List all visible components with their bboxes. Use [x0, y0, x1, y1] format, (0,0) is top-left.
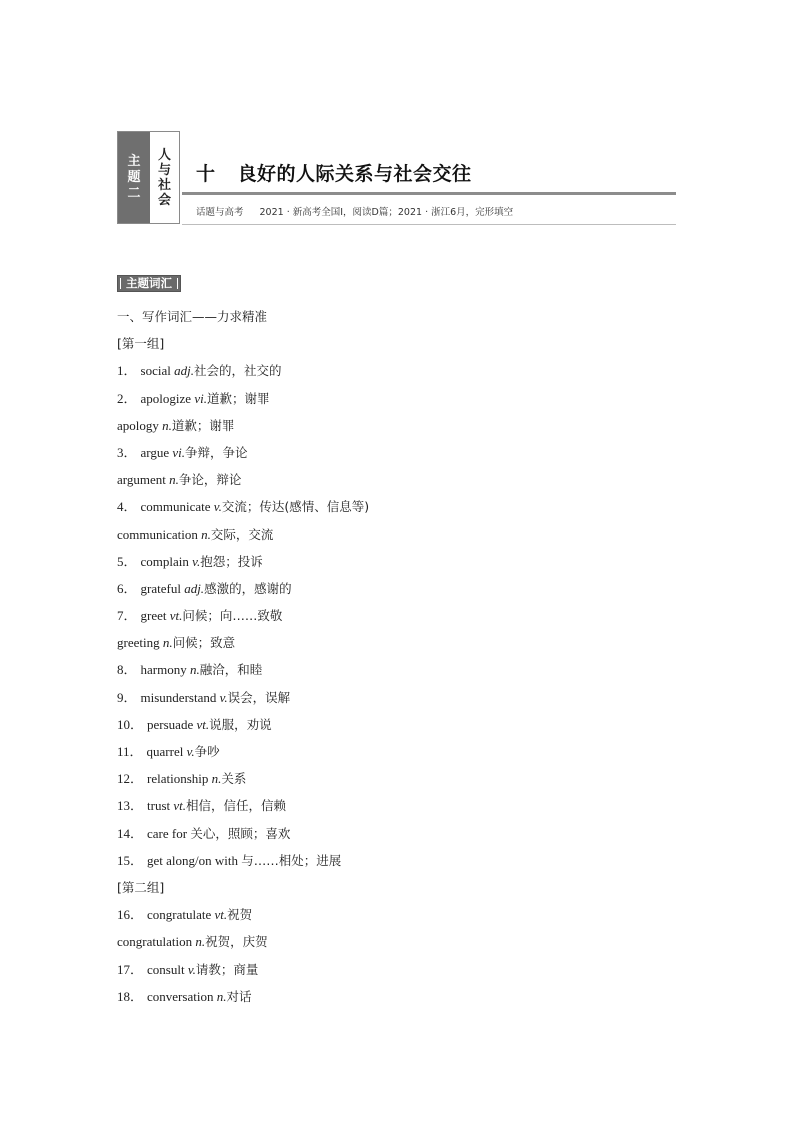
vocab-word: conversation	[147, 988, 217, 1004]
group-heading: [第二组]	[117, 879, 165, 895]
list-item	[117, 439, 677, 466]
list-item	[117, 901, 677, 928]
vocab-word: harmony	[140, 662, 190, 678]
part-of-speech: v.	[186, 744, 195, 759]
exam-info	[196, 204, 513, 218]
title-divider	[182, 192, 676, 195]
part-of-speech: vi.	[172, 444, 186, 460]
item-number: 1．	[117, 363, 137, 379]
list-item	[117, 521, 677, 548]
vocab-word: persuade	[147, 716, 197, 732]
part-of-speech: v.	[213, 499, 222, 515]
vocab-meaning: 社会的，社交的	[193, 363, 282, 379]
list-item	[117, 956, 677, 983]
vocab-meaning: 祝贺，庆贺	[205, 934, 268, 950]
part-of-speech: vt.	[196, 716, 210, 732]
part-of-speech: adj.	[174, 363, 194, 379]
part-of-speech: v.	[219, 689, 228, 705]
vocab-word: consult	[147, 961, 188, 977]
item-number: 2．	[117, 390, 137, 406]
item-number: 4．	[117, 499, 137, 515]
item-number: 14．	[117, 825, 144, 841]
chapter-number: 十	[196, 163, 216, 185]
part-of-speech: v.	[192, 553, 201, 569]
item-number: 6．	[117, 580, 137, 596]
part-of-speech: vi.	[194, 390, 207, 406]
list-item	[117, 738, 677, 765]
vocab-meaning: 对话	[226, 988, 252, 1004]
list-item	[117, 602, 677, 629]
item-number: 7．	[117, 608, 137, 624]
vocab-meaning: 误会，误解	[227, 689, 291, 705]
vocab-word: communication	[117, 526, 202, 542]
item-number: 5．	[117, 553, 137, 569]
list-item	[117, 684, 677, 711]
vocab-meaning: 争辩，争论	[185, 444, 248, 460]
list-item	[117, 928, 677, 955]
vocab-meaning: 争吵	[194, 744, 220, 759]
vocab-list	[117, 303, 677, 1010]
list-item	[117, 357, 677, 384]
vocab-word: greet	[140, 608, 170, 624]
vocab-word: apology	[117, 417, 163, 433]
header-divider	[182, 224, 676, 225]
list-item	[117, 847, 677, 874]
theme-tag-number: 主 题 二	[118, 132, 150, 223]
chapter-title-text: 良好的人际关系与社会交往	[237, 163, 472, 185]
list-item	[117, 820, 677, 847]
vocab-meaning: 与……相处；进展	[241, 852, 342, 868]
vocab-word: grateful	[140, 580, 185, 596]
item-number: 11．	[117, 744, 143, 759]
vocab-word: quarrel	[146, 744, 187, 759]
item-number: 9．	[117, 689, 137, 705]
part-of-speech: n.	[162, 417, 172, 433]
vocab-meaning: 问候；向……致敬	[182, 608, 283, 624]
part-of-speech: n.	[162, 635, 173, 651]
vocab-meaning: 关心，照顾；喜欢	[190, 825, 291, 841]
vocab-word: argument	[117, 472, 170, 488]
list-item	[117, 711, 677, 738]
group-heading: [第一组]	[117, 336, 165, 352]
list-item	[117, 466, 677, 493]
list-item	[117, 983, 677, 1010]
vocab-word: argue	[140, 444, 173, 460]
vocab-meaning: 说服，劝说	[209, 716, 272, 732]
part-of-speech: n.	[189, 662, 200, 678]
item-number: 16．	[117, 907, 144, 923]
vocab-meaning: 感激的，感谢的	[204, 580, 292, 596]
vocab-meaning: 交流；传达(感情、信息等)	[221, 499, 370, 515]
vocab-meaning: 抱怨；投诉	[200, 553, 263, 569]
part-of-speech: n.	[195, 934, 206, 950]
vocab-meaning: 相信，信任，信赖	[186, 798, 287, 814]
vocab-word: care for	[147, 825, 191, 841]
vocab-meaning: 道歉；谢罪	[206, 390, 270, 406]
item-number: 3．	[117, 444, 137, 460]
list-item	[117, 629, 677, 656]
vocab-meaning: 道歉；谢罪	[171, 417, 235, 433]
exam-label: 话题与高考	[196, 207, 244, 218]
vocab-word: congratulation	[117, 934, 196, 950]
list-item	[117, 385, 677, 412]
theme-tag-name: 人 与 社 会	[150, 132, 179, 223]
list-item	[117, 548, 677, 575]
list-item	[117, 656, 677, 683]
vocab-meaning: 问候；致意	[172, 635, 236, 651]
part-of-speech: n.	[201, 526, 211, 542]
part-of-speech: n.	[216, 988, 227, 1004]
part-of-speech: vt.	[169, 608, 183, 624]
part-of-speech: n.	[211, 771, 222, 787]
part-of-speech: n.	[169, 472, 179, 488]
page-title	[196, 159, 472, 186]
vocab-word: misunderstand	[140, 689, 220, 705]
part-of-speech: adj.	[184, 580, 205, 596]
section-heading: 一、写作词汇——力求精准	[117, 309, 268, 324]
exam-detail: 2021 · 新高考全国Ⅰ，阅读D篇；2021 · 浙江6月，完形填空	[259, 207, 514, 218]
part-of-speech: vt.	[173, 798, 187, 814]
theme-tag	[117, 131, 180, 224]
vocab-meaning: 融洽，和睦	[199, 662, 263, 678]
vocab-lines	[117, 330, 677, 1010]
vocab-meaning: 关系	[221, 771, 247, 787]
vocab-word: relationship	[147, 771, 212, 787]
vocab-word: apologize	[140, 390, 195, 406]
item-number: 13．	[117, 798, 144, 814]
vocab-word: social	[140, 363, 175, 379]
list-item	[117, 792, 677, 819]
item-number: 17．	[117, 961, 144, 977]
vocab-word: congratulate	[147, 907, 215, 923]
vocab-meaning: 争论，辩论	[178, 472, 242, 488]
item-number: 15．	[117, 852, 144, 868]
vocab-meaning: 请教；商量	[195, 961, 259, 977]
part-of-speech: v.	[187, 961, 196, 977]
part-of-speech: vt.	[214, 907, 228, 923]
list-item	[117, 412, 677, 439]
vocab-word: complain	[140, 553, 193, 569]
vocab-word: greeting	[117, 635, 163, 651]
item-number: 10．	[117, 716, 144, 732]
list-item	[117, 765, 677, 792]
vocab-meaning: 祝贺	[227, 907, 253, 923]
item-number: 8．	[117, 662, 137, 678]
vocab-word: get along/on with	[147, 852, 242, 868]
section-badge: 主题词汇	[117, 275, 181, 292]
list-item	[117, 575, 677, 602]
vocab-meaning: 交际，交流	[210, 526, 274, 542]
vocab-word: communicate	[140, 499, 214, 515]
item-number: 12．	[117, 771, 144, 787]
list-item	[117, 493, 677, 520]
item-number: 18．	[117, 988, 144, 1004]
vocab-word: trust	[147, 798, 174, 814]
